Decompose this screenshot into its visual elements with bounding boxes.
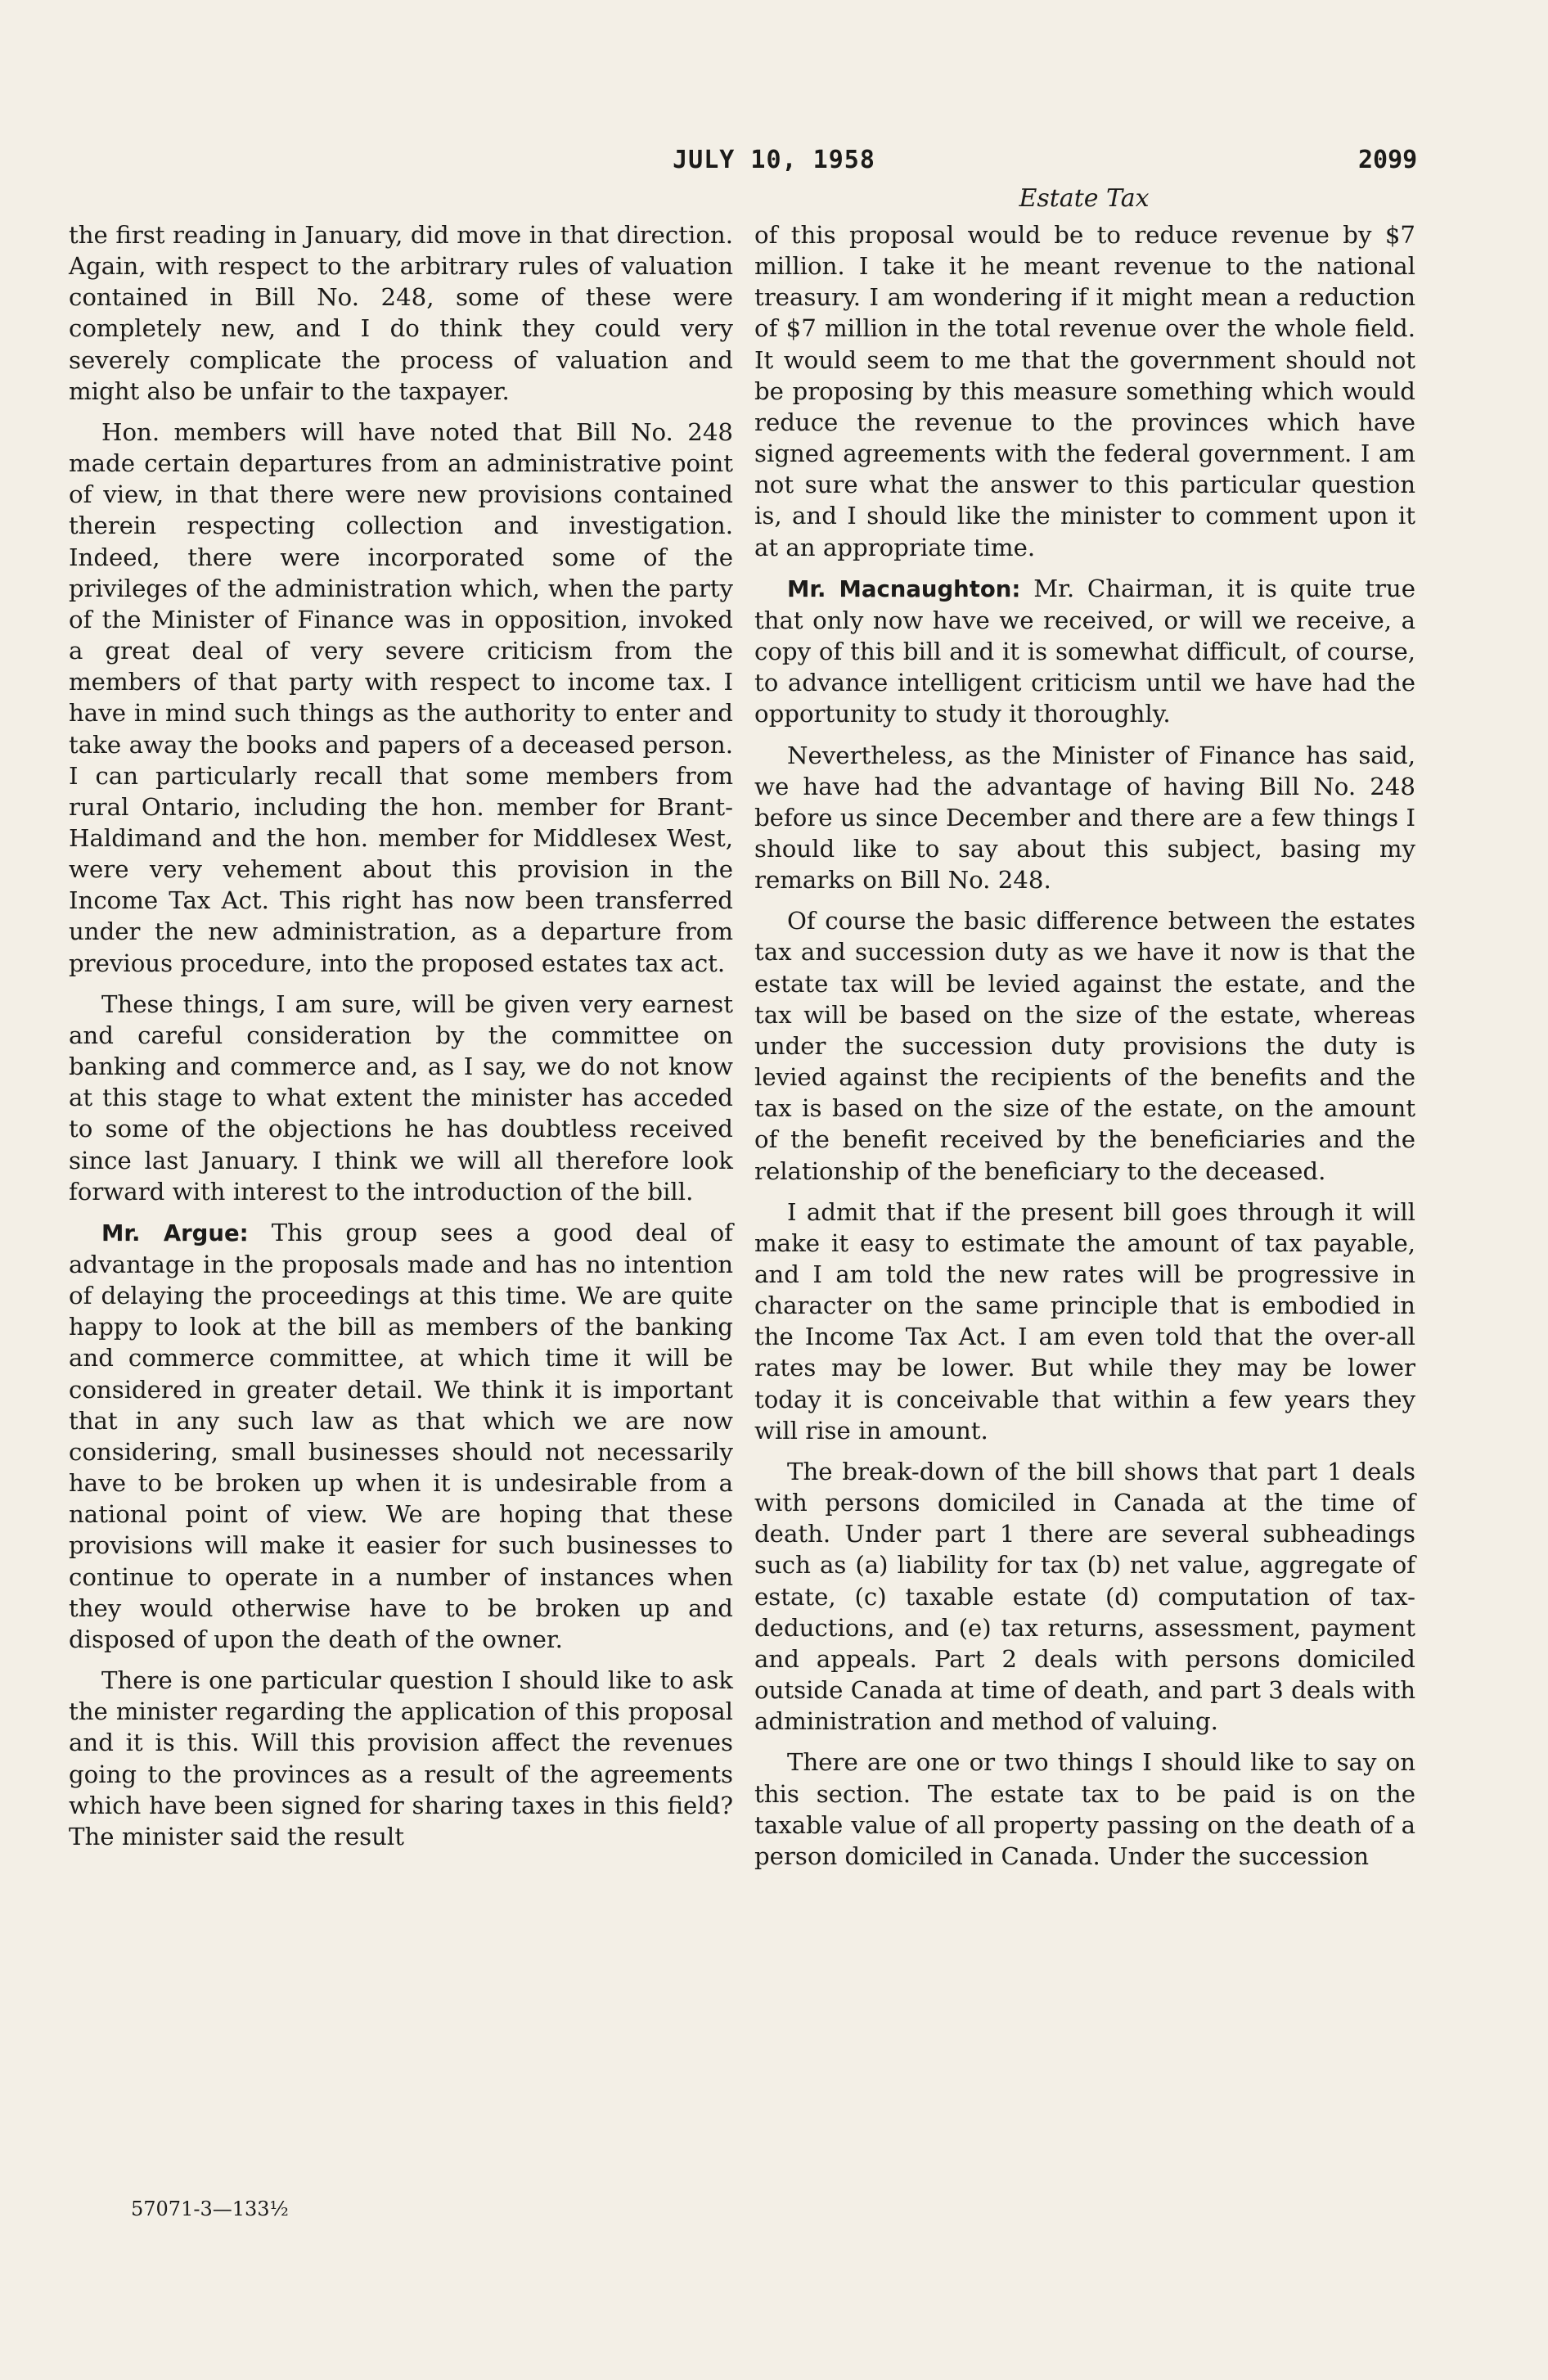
paragraph [754, 573, 1415, 730]
paragraph: The break-down of the bill shows that part 1 deals with persons domiciled in Canada at the time of death. Under part 1 there are several subheadings such as (a) liability for tax (b) net value, aggregate of estate, (c) taxable estate (d) computation of tax-deductions, and (e) tax returns, assessment, payment and appeals. Part 2 deals with persons domiciled outside Canada at time of death, and part 3 deals with administration and method of valuing. [754, 1457, 1415, 1736]
paragraph [69, 1217, 733, 1655]
page-date: JULY 10, 1958 [673, 146, 875, 174]
paragraph: the first reading in January, did move in that direction. Again, with respect to the arbitrary rules of valuation contained in Bill No. 248, some of these were completely new, and I do think they could very severely complicate the process of valuation and might also be unfair to the taxpayer. [69, 221, 733, 405]
page-number: 2099 [1358, 146, 1418, 174]
left-column [69, 219, 733, 1862]
paragraph: These things, I am sure, will be given very earnest and careful consideration by the committee on banking and commerce and, as I say, we do not know at this stage to what extent the minister has acceded to some of the objections he has doubtless received since last January. I think we will all therefore look forward with interest to the introduction of the bill. [69, 989, 733, 1206]
paragraph: of this proposal would be to reduce revenue by $7 million. I take it he meant revenue to the national treasury. I am wondering if it might mean a reduction of $7 million in the total revenue over the whole field. It would seem to me that the government should not be proposing by this measure something which would reduce the revenue to the provinces which have signed agreements with the federal government. I am not sure what the answer to this particular question is, and I should like the minister to comment upon it at an appropriate time. [754, 221, 1415, 561]
speaker-name: Mr. Macnaughton: [787, 575, 1021, 602]
running-head: Estate Tax [1019, 184, 1150, 213]
paragraph: Nevertheless, as the Minister of Finance has said, we have had the advantage of having Bill No. 248 before us since December and there are a few things I should like to say about this subject, basing my remarks on Bill No. 248. [754, 741, 1415, 895]
paragraph: There are one or two things I should like to say on this section. The estate tax to be paid is on the taxable value of all property passing on the death of a person domiciled in Canada. Under the succession [754, 1748, 1415, 1870]
right-column [754, 219, 1415, 1882]
paragraph: Hon. members will have noted that Bill No. 248 made certain departures from an administrative point of view, in that there were new provisions contained therein respecting collection and investigation. Indeed, there were incorporated some of the privileges of the administration which, when the party of the Minister of Finance was in opposition, invoked a great deal of very severe criticism from the members of that party with respect to income tax. I have in mind such things as the authority to enter and take away the books and papers of a deceased person. I can particularly recall that some members from rural Ontario, including the hon. member for Brant-Haldimand and the hon. member for Middlesex West, were very vehement about this provision in the Income Tax Act. This right has now been transferred under the new administration, as a departure from previous procedure, into the proposed estates tax act. [69, 417, 733, 977]
paragraph: I admit that if the present bill goes through it will make it easy to estimate the amount of tax payable, and I am told the new rates will be progressive in character on the same principle that is embodied in the Income Tax Act. I am even told that the over-all rates may be lower. But while they may be lower today it is conceivable that within a few years they will rise in amount. [754, 1197, 1415, 1445]
speech-text: Mr. Chairman, it is quite true that only now have we received, or will we receive, a copy of this bill and it is somewhat difficult, of course, to advance intelligent criticism until we have had the opportunity to study it thoroughly. [754, 574, 1416, 728]
footer-code: 57071-3—133½ [131, 2197, 289, 2220]
speech-text: This group sees a good deal of advantage in the proposals made and has no intention of delaying the proceedings at this time. We are quite happy to look at the bill as members of the banking and commerce committee, at which time it will be considered in greater detail. We think it is important that in any such law as that which we are now considering, small businesses should not necessarily have to be broken up when it is undesirable from a national point of view. We are hoping that these provisions will make it easier for such businesses to continue to operate in a number of instances when they would otherwise have to be broken up and disposed of upon the death of the owner. [69, 1218, 733, 1653]
paragraph: There is one particular question I should like to ask the minister regarding the application of this proposal and it is this. Will this provision affect the revenues going to the provinces as a result of the agreements which have been signed for sharing taxes in this field? The minister said the result [69, 1666, 733, 1850]
speaker-name: Mr. Argue: [101, 1219, 249, 1246]
paragraph: Of course the basic difference between the estates tax and succession duty as we have it now is that the estate tax will be levied against the estate, and the tax will be based on the size of the estate, whereas under the succession duty provisions the duty is levied against the recipients of the benefits and the tax is based on the size of the estate, on the amount of the benefit received by the beneficiaries and the relationship of the beneficiary to the deceased. [754, 907, 1415, 1185]
